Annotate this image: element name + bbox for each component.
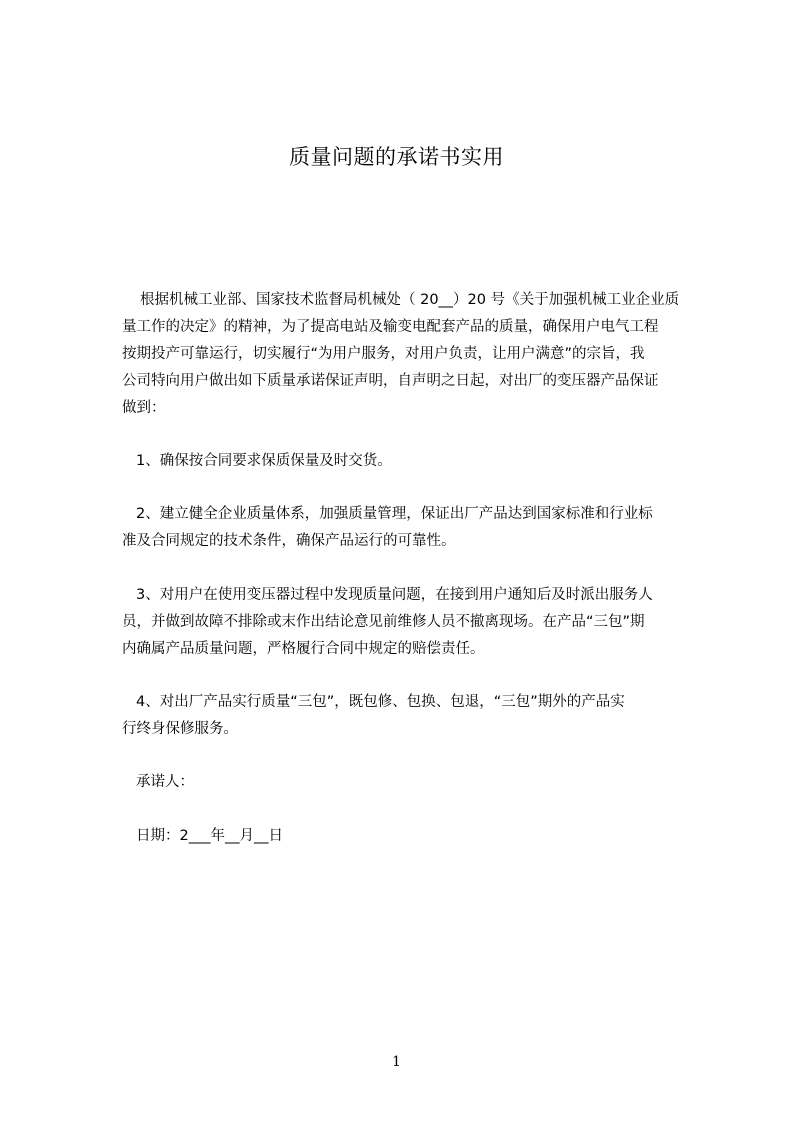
commitment-item-3 xyxy=(122,582,726,663)
intro-line: 按期投产可靠运行，切实履行“为用户服务，对用户负责，让用户满意”的宗旨，我 xyxy=(122,346,645,362)
commitment-item-1 xyxy=(136,448,726,475)
item-line: 员，并做到故障不排除或末作出结论意见前维修人员不撤离现场。在产品“三包”期 xyxy=(122,614,645,630)
date-field xyxy=(136,823,726,850)
item-line: 2、建立健全企业质量体系，加强质量管理，保证出厂产品达到国家标准和行业标 xyxy=(136,506,653,522)
document-title: 质量问题的承诺书实用 xyxy=(289,145,504,169)
commitment-item-2 xyxy=(122,501,726,555)
date-label: 日期：2___年__月__日 xyxy=(136,828,283,844)
intro-paragraph xyxy=(122,287,712,422)
intro-line: 量工作的决定》的精神，为了提高电站及输变电配套产品的质量，确保用户电气工程 xyxy=(122,319,659,335)
item-line: 准及合同规定的技术条件，确保产品运行的可靠性。 xyxy=(122,533,456,549)
promisor-field xyxy=(136,769,726,796)
item-line: 内确属产品质量问题，严格履行合同中规定的赔偿责任。 xyxy=(122,641,485,657)
intro-line: 做到： xyxy=(122,400,166,416)
commitment-item-4 xyxy=(122,689,726,743)
item-line: 1、确保按合同要求保质保量及时交货。 xyxy=(136,453,392,469)
item-line: 3、对用户在使用变压器过程中发现质量问题，在接到用户通知后及时派出服务人 xyxy=(136,587,653,603)
item-line: 4、对出厂产品实行质量“三包”，既包修、包换、包退，“三包”期外的产品实 xyxy=(136,694,625,710)
page-number: 1 xyxy=(392,1054,401,1070)
promisor-label: 承诺人： xyxy=(136,774,194,790)
intro-line: 根据机械工业部、国家技术监督局机械处（ 20__）20 号《关于加强机械工业企业质 xyxy=(140,292,680,308)
item-line: 行终身保修服务。 xyxy=(122,721,238,737)
intro-line: 公司特向用户做出如下质量承诺保证声明，自声明之日起，对出厂的变压器产品保证 xyxy=(122,373,659,389)
